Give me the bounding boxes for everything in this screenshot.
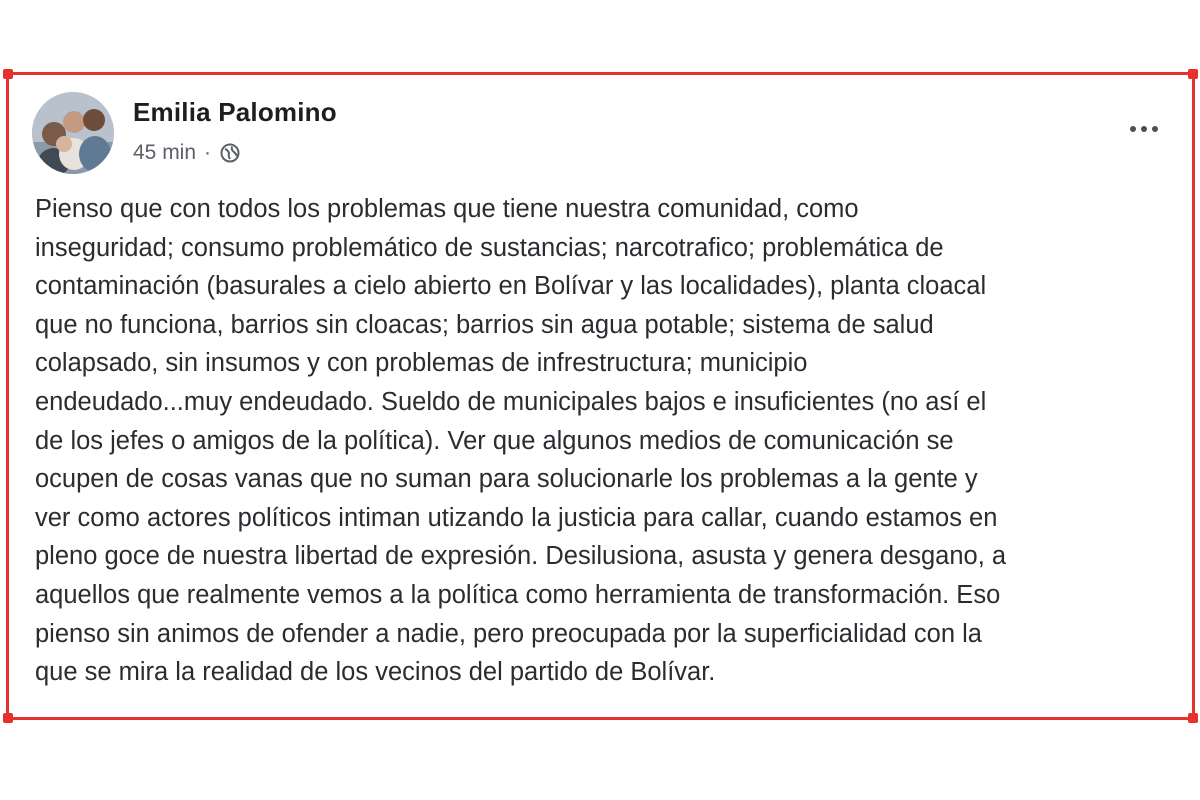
frame-corner-handle <box>1188 69 1198 79</box>
more-options-button[interactable] <box>1122 115 1166 143</box>
author-name[interactable]: Emilia Palomino <box>133 97 337 127</box>
more-options-icon <box>1130 126 1136 132</box>
meta-separator: · <box>204 141 212 164</box>
avatar[interactable] <box>32 92 114 174</box>
post-card <box>6 72 1195 720</box>
more-options-icon <box>1141 126 1147 132</box>
globe-icon[interactable] <box>219 142 241 164</box>
avatar-photo-icon <box>32 92 114 174</box>
frame-corner-handle <box>3 69 13 79</box>
frame-corner-handle <box>1188 713 1198 723</box>
post-time[interactable]: 45 min <box>133 141 197 164</box>
more-options-icon <box>1152 126 1158 132</box>
frame-corner-handle <box>3 713 13 723</box>
post-meta <box>133 141 241 165</box>
post-text: Pienso que con todos los problemas que tiene nuestra comunidad, como inseguridad; consumo problemático de sustancias; narcotrafico; problemática de contaminación (basurales a cielo abierto en Bolívar y las localidades), planta cloacal que no funciona, barrios sin cloacas; barrios sin agua potable; sistema de salud colapsado, sin insumos y con problemas de infrestructura; municipio endeudado...muy endeudado. Sueldo de municipales bajos e insuficientes (no así el de los jefes o amigos de la política). Ver que algunos medios de comunicación se ocupen de cosas vanas que no suman para solucionarle los problemas a la gente y ver como actores políticos intiman utizando la justicia para callar, cuando estamos en pleno goce de nuestra libertad de expresión. Desilusiona, asusta y genera desgano, a aquellos que realmente vemos a la política como herramienta de transformación. Eso pienso sin animos de ofender a nadie, pero preocupada por la superficialidad con la que se mira la realidad de los vecinos del partido de Bolívar. <box>35 195 1007 687</box>
